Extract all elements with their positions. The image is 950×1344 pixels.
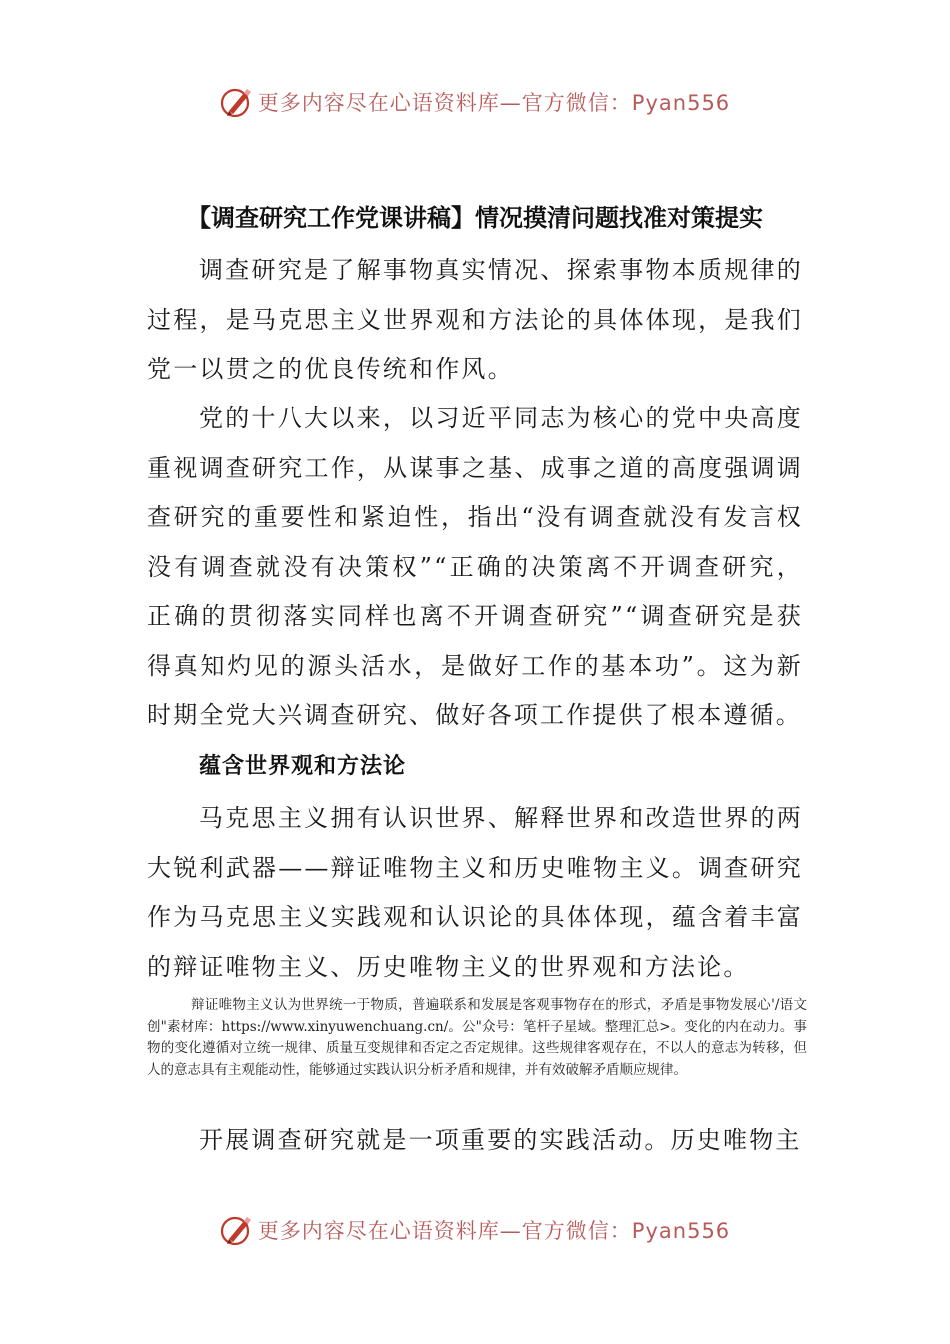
footer-watermark <box>0 1210 950 1250</box>
paragraph-intro: 调查研究是了解事物真实情况、探索事物本质规律的过程，是马克思主义世界观和方法论的具体体现，是我们党一以贯之的优良传统和作风。 <box>147 256 803 383</box>
paragraph-party-congress: 党的十八大以来，以习近平同志为核心的党中央高度重视调查研究工作，从谋事之基、成事之道的高度强调调查研究的重要性和紧迫性，指出“没有调查就没有发言权没有调查就没有决策权”“正确的决策离不开调查研究，正确的贯彻落实同样也离不开调查研究”“调查研究是获得真知灼见的源头活水，是做好工作的基本功”。这为新时期全党大兴调查研究、做好各项工作提供了根本遵循。 <box>147 404 803 729</box>
footnote-paragraph: 辩证唯物主义认为世界统一于物质，普遍联系和发展是客观事物存在的形式，矛盾是事物发展心'/语文创"素材库：https://www.xinyuwenchuang.cn/。公"众号：笔杆子星域。整理汇总>。变化的内在动力。事物的变化遵循对立统一规律、质量互变规律和否定之否定规律。这些规律客观存在，不以人的意志为转移，但人的意志具有主观能动性，能够通过实践认识分析矛盾和规律，并有效破解矛盾顺应规律。 <box>147 997 807 1078</box>
watermark-text: 更多内容尽在心语资料库—官方微信：Pyan556 <box>257 1219 731 1243</box>
pen-logo-icon <box>220 1213 254 1247</box>
section-heading: 蕴含世界观和方法论 <box>199 754 407 779</box>
paragraph-marxism: 马克思主义拥有认识世界、解释世界和改造世界的两大锐利武器——辩证唯物主义和历史唯物主义。调查研究作为马克思主义实践观和认识论的具体体现，蕴含着丰富的辩证唯物主义、历史唯物主义的世界观和方法论。 <box>147 804 803 981</box>
document-title: 【调查研究工作党课讲稿】情况摸清问题找准对策提实 <box>187 204 763 232</box>
pen-logo-icon <box>220 85 254 119</box>
paragraph-practice: 开展调查研究就是一项重要的实践活动。历史唯物主 <box>199 1126 802 1154</box>
header-watermark <box>0 82 950 122</box>
watermark-text: 更多内容尽在心语资料库—官方微信：Pyan556 <box>257 91 731 115</box>
